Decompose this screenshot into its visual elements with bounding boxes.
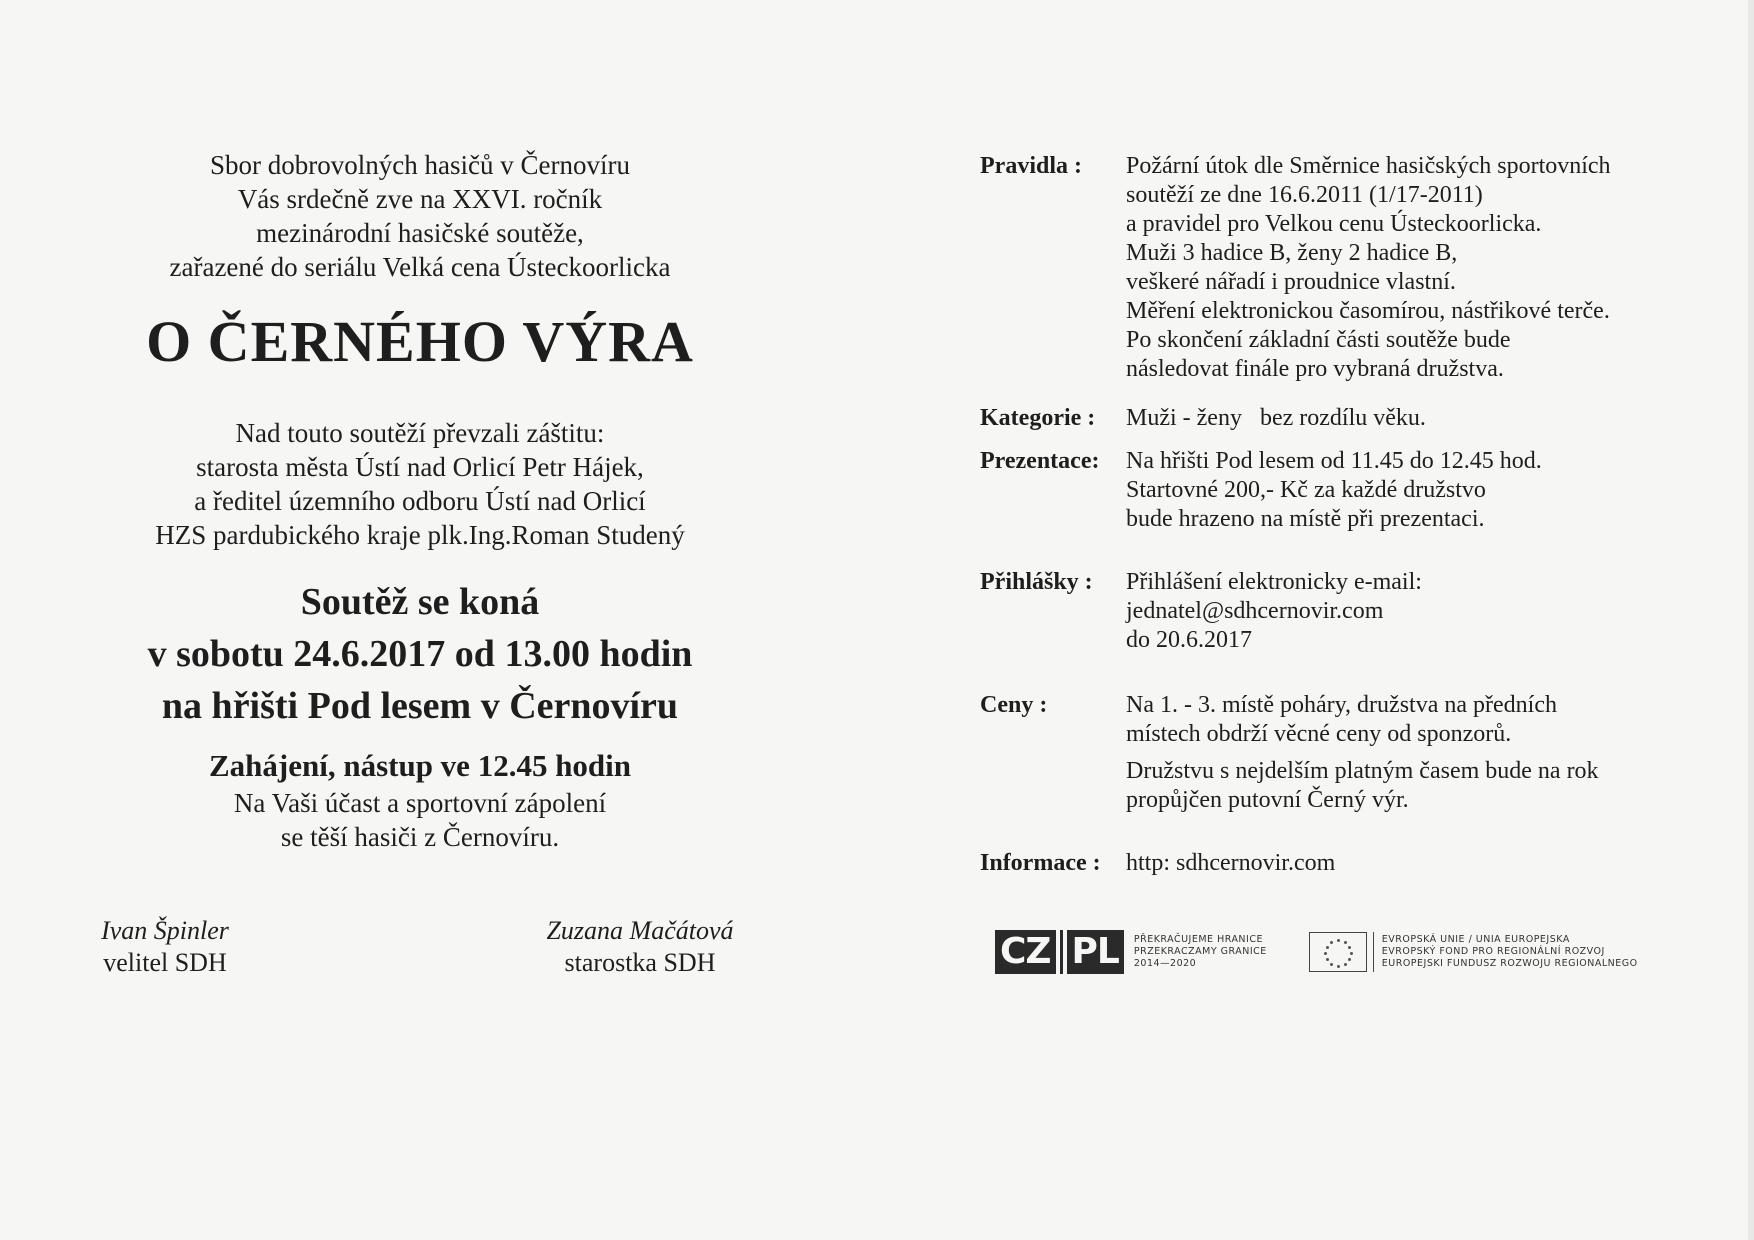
info-label: Kategorie : [980, 405, 1096, 431]
info-line: jednatel@sdhcernovir.com [1126, 598, 1384, 624]
patronage-line: HZS pardubického kraje plk.Ing.Roman Studený [155, 520, 685, 550]
when-line: Soutěž se koná [300, 581, 540, 623]
info-row-prezentace [980, 447, 1670, 534]
sponsor-logos [995, 930, 1638, 974]
info-label: Prezentace: [980, 448, 1100, 474]
info-line: Na hřišti Pod lesem od 11.45 do 12.45 hod. [1126, 448, 1542, 474]
patronage-line: a ředitel územního odboru Ústí nad Orlicí [194, 486, 646, 516]
intro-line: Vás srdečně zve na XXVI. ročník [237, 184, 603, 214]
info-line: http: sdhcernovir.com [1126, 850, 1336, 876]
eu-line: EVROPSKÝ FOND PRO REGIONÁLNÍ ROZVOJ [1381, 946, 1605, 957]
eu-text [1382, 934, 1638, 970]
signature-right [525, 915, 755, 979]
czpl-mark-divider [1060, 930, 1063, 974]
info-row-ceny [980, 691, 1670, 815]
invite-line: Na Vaši účast a sportovní zápolení [233, 788, 607, 818]
info-value [1126, 568, 1670, 655]
info-line: místech obdrží věcné ceny od sponzorů. [1126, 721, 1512, 747]
info-value [1126, 404, 1670, 433]
patronage-text [70, 416, 770, 552]
info-label: Pravidla : [980, 153, 1082, 179]
invite-line: se těší hasiči z Černovíru. [280, 822, 560, 852]
info-line: Měření elektronickou časomírou, nástřikové terče. [1126, 298, 1610, 324]
invite-text [70, 786, 770, 854]
czpl-line: PŘEKRAČUJEME HRANICE [1133, 934, 1263, 945]
patronage-line: starosta města Ústí nad Orlicí Petr Hájek, [196, 452, 644, 482]
info-value [1126, 447, 1670, 534]
czpl-text [1134, 934, 1267, 970]
info-line: následovat finále pro vybraná družstva. [1126, 356, 1504, 382]
info-row-pravidla [980, 152, 1670, 384]
opening-time: Zahájení, nástup ve 12.45 hodin [208, 748, 632, 783]
info-line: do 20.6.2017 [1126, 627, 1252, 653]
info-label: Ceny : [980, 692, 1048, 718]
intro-line: zařazené do seriálu Velká cena Ústeckoorlicka [169, 252, 671, 282]
info-line: Startovné 200,- Kč za každé družstvo [1126, 477, 1486, 503]
signatory-role: velitel SDH [103, 948, 227, 977]
info-line: Muži - ženy bez rozdílu věku. [1126, 405, 1426, 431]
eu-flag-icon [1309, 932, 1367, 972]
info-value [1126, 849, 1670, 878]
eu-line: EUROPEJSKI FUNDUSZ ROZWOJU REGIONALNEGO [1381, 958, 1638, 969]
czpl-mark-pl: PL [1067, 930, 1124, 974]
patronage-line: Nad touto soutěží převzali záštitu: [235, 418, 605, 448]
left-column [70, 148, 770, 854]
eu-line: EVROPSKÁ UNIE / UNIA EUROPEJSKA [1381, 934, 1570, 945]
info-label: Přihlášky : [980, 569, 1093, 595]
info-label: Informace : [980, 850, 1101, 876]
event-title: O ČERNÉHO VÝRA [146, 309, 694, 374]
info-line: Družstvu s nejdelším platným časem bude na rok [1126, 758, 1599, 784]
signatory-name: Zuzana Mačátová [546, 916, 734, 945]
info-value [1126, 691, 1670, 815]
info-line: Po skončení základní části soutěže bude [1126, 327, 1511, 353]
info-row-prihlasky [980, 568, 1670, 655]
info-line: bude hrazeno na místě při prezentaci. [1126, 506, 1485, 532]
czpl-logo [995, 930, 1267, 974]
info-row-informace [980, 849, 1670, 878]
signatory-name: Ivan Špinler [101, 916, 229, 945]
czpl-mark-cz: CZ [995, 930, 1056, 974]
intro-line: Sbor dobrovolných hasičů v Černovíru [210, 150, 630, 180]
info-line: veškeré nářadí i proudnice vlastní. [1126, 269, 1456, 295]
signatory-role: starostka SDH [564, 948, 716, 977]
info-line: soutěží ze dne 16.6.2011 (1/17-2011) [1126, 182, 1483, 208]
info-line: propůjčen putovní Černý výr. [1126, 787, 1409, 813]
info-line: Požární útok dle Směrnice hasičských sportovních [1126, 153, 1611, 179]
info-subparagraph [1126, 757, 1670, 815]
info-line: a pravidel pro Velkou cenu Ústeckoorlicka. [1126, 211, 1542, 237]
info-line: Muži 3 hadice B, ženy 2 hadice B, [1126, 240, 1458, 266]
info-line: Přihlášení elektronicky e-mail: [1126, 569, 1422, 595]
intro-text [70, 148, 770, 284]
intro-line: mezinárodní hasičské soutěže, [256, 218, 584, 248]
info-row-kategorie [980, 404, 1670, 433]
info-value [1126, 152, 1670, 384]
when-line: v sobotu 24.6.2017 od 13.00 hodin [147, 633, 693, 675]
eu-divider [1373, 932, 1374, 972]
info-column [980, 152, 1670, 878]
czpl-line: 2014—2020 [1133, 958, 1197, 969]
eu-logo [1309, 932, 1638, 972]
event-when [70, 576, 770, 732]
when-line: na hřišti Pod lesem v Černovíru [161, 685, 679, 727]
czpl-mark [995, 930, 1124, 974]
info-line: Na 1. - 3. místě poháry, družstva na předních [1126, 692, 1557, 718]
signature-left [80, 915, 250, 979]
czpl-line: PRZEKRACZAMY GRANICE [1133, 946, 1267, 957]
